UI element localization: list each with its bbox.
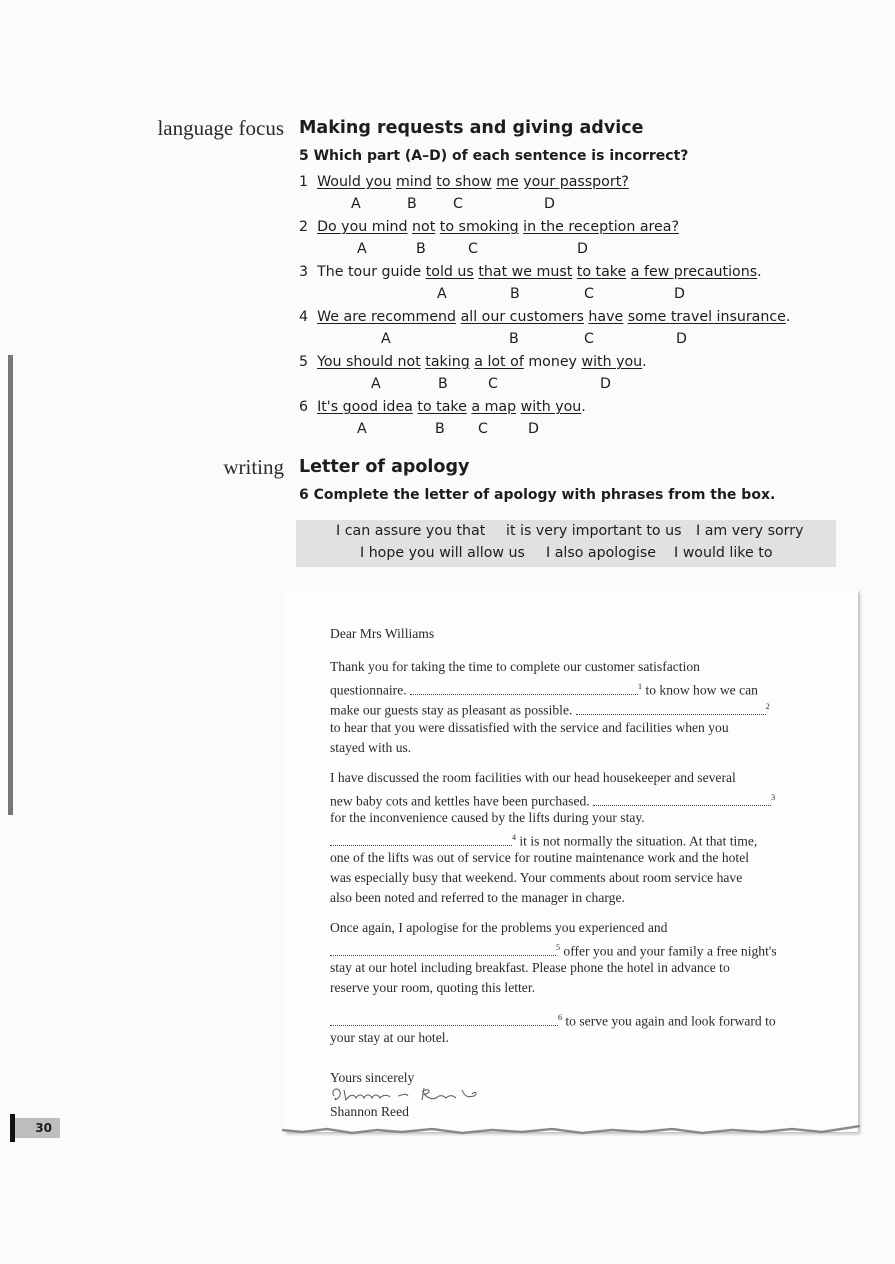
letter-line: $^6$ to serve you again and look forward to	[330, 1008, 776, 1032]
blank-2[interactable]	[576, 703, 766, 715]
blank-4[interactable]	[330, 834, 512, 846]
letter-line: Once again, I apologise for the problems you experienced and	[330, 920, 668, 935]
exercise-6-instruction: 6 Complete the letter of apology with phrases from the box.	[299, 487, 776, 503]
letter-sender-name: Shannon Reed	[330, 1104, 409, 1119]
section-label-language-focus: language focus	[157, 116, 284, 140]
phrase-item: it is very important to us	[506, 523, 682, 539]
letter-line: Thank you for taking the time to complete our customer satisfaction	[330, 659, 700, 674]
question-5-letters: A B C D	[371, 376, 611, 392]
letter-line: make our guests stay as pleasant as possible. $^2$	[330, 702, 770, 718]
letter-greeting: Dear Mrs Williams	[330, 626, 435, 641]
phrase-box	[296, 520, 836, 567]
letter-line: I have discussed the room facilities with our head housekeeper and several	[330, 770, 736, 785]
letter-body	[330, 624, 810, 1124]
blank-1[interactable]	[410, 683, 638, 695]
section-label-writing: writing	[223, 455, 284, 479]
letter-line: reserve your room, quoting this letter.	[330, 980, 535, 995]
phrase-item: I would like to	[674, 545, 773, 561]
phrase-item: I also apologise	[546, 545, 656, 561]
question-2: 2 Do you mind not to smoking in the reception area?	[299, 219, 679, 235]
blank-5[interactable]	[330, 944, 556, 956]
phrase-item: I hope you will allow us	[360, 545, 525, 561]
letter-line: $^5$ offer you and your family a free night's	[330, 938, 777, 962]
blank-3[interactable]	[593, 794, 771, 806]
question-1: 1 Would you mind to show me your passport?	[299, 174, 629, 190]
phrase-item: I can assure you that	[336, 523, 486, 539]
question-3: 3 The tour guide told us that we must to take a few precautions.	[299, 264, 762, 280]
letter-line: questionnaire. $^1$ to know how we can	[330, 682, 758, 698]
letter-line: your stay at our hotel.	[330, 1030, 449, 1045]
letter-line: also been noted and referred to the manager in charge.	[330, 890, 625, 905]
letter-line: one of the lifts was out of service for routine maintenance work and the hotel	[330, 850, 750, 865]
section-title-letter-of-apology: Letter of apology	[299, 457, 470, 477]
letter-line: for the inconvenience caused by the lifts during your stay.	[330, 810, 645, 825]
letter-line: was especially busy that weekend. Your comments about room service have	[330, 870, 743, 885]
question-5: 5 You should not taking a lot of money with you.	[299, 354, 647, 370]
question-4-letters: A B C D	[381, 331, 687, 347]
letter-line: new baby cots and kettles have been purchased. $^3$	[330, 793, 776, 809]
page-number: 30	[10, 1118, 60, 1138]
question-1-letters: A B C D	[351, 196, 555, 212]
letter-line: to hear that you were dissatisfied with the service and facilities when you	[330, 720, 729, 735]
section-title-requests: Making requests and giving advice	[299, 118, 644, 138]
letter-line: $^4$ it is not normally the situation. At that time,	[330, 828, 757, 852]
letter-line: stay at our hotel including breakfast. Please phone the hotel in advance to	[330, 960, 730, 975]
question-2-letters: A B C D	[357, 241, 588, 257]
question-6: 6 It's good idea to take a map with you.	[299, 399, 586, 415]
blank-6[interactable]	[330, 1014, 558, 1026]
letter-line: stayed with us.	[330, 740, 412, 755]
question-4: 4 We are recommend all our customers have some travel insurance.	[299, 309, 791, 325]
letter-closing: Yours sincerely	[330, 1070, 415, 1085]
exercise-5-instruction: 5 Which part (A–D) of each sentence is incorrect?	[299, 148, 689, 164]
question-6-letters: A B C D	[357, 421, 539, 437]
question-3-letters: A B C D	[437, 286, 685, 302]
torn-edge	[282, 1122, 860, 1136]
phrase-item: I am very sorry	[696, 523, 804, 539]
